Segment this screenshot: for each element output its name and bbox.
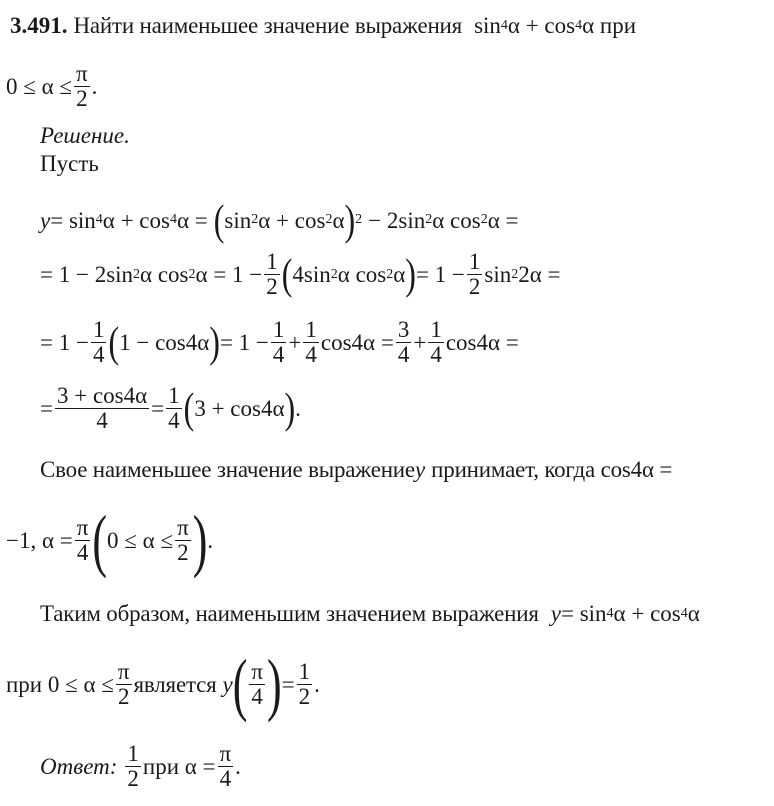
t2-pi-half-fraction — [175, 516, 191, 565]
answer-half-fraction — [125, 742, 141, 791]
let-word: Пусть — [40, 151, 99, 176]
t4-end: . — [314, 672, 320, 698]
m4-b: = — [151, 396, 165, 422]
m3-in: 1 − cos4α — [119, 330, 210, 356]
text-line-1 — [40, 458, 672, 481]
t2-end: . — [207, 528, 214, 554]
text-line-4 — [6, 645, 320, 724]
m3-quarter-fraction-3 — [303, 318, 319, 367]
m1-part2: α + cos — [102, 207, 170, 233]
m2-in2: α cos — [337, 262, 387, 288]
m2-left-paren: ( — [281, 249, 293, 299]
answer-pi-quarter-fraction — [218, 742, 234, 791]
m3-f5-num: 1 — [430, 317, 442, 342]
t4-left-paren: ( — [232, 645, 248, 724]
t3-y: y — [550, 601, 561, 626]
m1-tail2: α cos — [432, 207, 481, 233]
m1-in1: sin — [224, 207, 252, 233]
m3-quarter-fraction-2 — [271, 318, 287, 367]
m4-left-paren: ( — [183, 383, 195, 433]
expr-mid: α + cos — [507, 13, 576, 38]
m4-in: 3 + cos4α — [194, 396, 285, 422]
m1-left-paren: ( — [213, 195, 225, 245]
answer-mid: при α = — [142, 754, 216, 780]
t4-right-paren: ) — [266, 645, 282, 724]
ans-f1-num: 1 — [127, 741, 139, 766]
m1-in2: α + cos — [258, 207, 326, 233]
m2-b: α cos — [140, 262, 189, 288]
m3-f4-den: 4 — [397, 342, 410, 368]
t4-b: является — [133, 672, 217, 698]
t2-pi-quarter-fraction — [75, 516, 91, 565]
t4-a: при 0 ≤ α ≤ — [6, 672, 114, 698]
m2-frac2-den: 2 — [468, 274, 481, 300]
math-line-2: = 1 − 2sin 2 α cos 2 α = 1 − $\frac{1}{2}$ ( 4sin 2 α cos 2 α ) = 1 − $\frac{1}{2}$ sin 2 2α = — [40, 249, 561, 300]
m3-f: cos4α = — [445, 330, 519, 356]
m3-e: + — [413, 330, 427, 356]
m3-f3-num: 1 — [305, 317, 317, 342]
fraction-numerator: π — [76, 61, 88, 86]
t2-f1-den: 4 — [76, 540, 89, 566]
m3-f1-num: 1 — [92, 317, 105, 342]
text-line-3: Таким образом, наименьшим значением выражения y = sin 4 α + cos 4 α — [40, 601, 700, 626]
math-line-4 — [40, 384, 301, 433]
m2-right-paren: ) — [405, 249, 416, 299]
t4-f3-num: 1 — [298, 659, 311, 684]
m3-f3-den: 4 — [305, 342, 317, 368]
t3-d: α — [687, 601, 700, 626]
m3-f5-den: 4 — [430, 342, 442, 368]
m3-f2-den: 4 — [272, 342, 285, 368]
m2-frac-den: 2 — [266, 274, 278, 300]
m1-part1: = sin — [50, 207, 96, 233]
t1-text: Свое наименьшее значение выражение — [40, 457, 415, 482]
expr-end: α при — [582, 13, 637, 38]
var-y: y — [40, 207, 51, 233]
answer-label: Ответ: — [40, 754, 118, 780]
t2-f2-den: 2 — [177, 540, 189, 566]
m4-f1-num: 3 + cos4α — [56, 383, 148, 408]
t4-pi-half-fraction — [116, 660, 132, 709]
m4-a: = — [40, 396, 53, 422]
t3-text: Таким образом, наименьшим значением выражения — [40, 601, 539, 626]
text-line-2 — [6, 501, 214, 580]
m4-main-fraction — [55, 384, 149, 433]
m2-e: sin — [484, 262, 512, 288]
m3-c: + — [288, 330, 302, 356]
condition-period: . — [91, 74, 98, 100]
t4-f2-den: 4 — [251, 684, 263, 710]
math-line-3 — [40, 318, 519, 367]
m3-d: cos4α = — [320, 330, 394, 356]
condition-line — [6, 62, 97, 111]
m3-left-paren: ( — [108, 317, 120, 367]
m2-in1: 4sin — [292, 262, 331, 288]
t1-y: y — [414, 457, 426, 482]
m3-b: = 1 − — [219, 330, 269, 356]
m3-f1-den: 4 — [92, 342, 105, 368]
m3-right-paren: ) — [209, 317, 220, 367]
m4-end: . — [295, 396, 301, 422]
ans-f1-den: 2 — [127, 766, 139, 792]
t4-f1-den: 2 — [117, 684, 130, 710]
condition-lead: 0 ≤ α ≤ — [6, 74, 73, 100]
t4-f2-num: π — [251, 659, 263, 684]
t2-f1-num: π — [76, 515, 89, 540]
t4-eq: = — [281, 672, 295, 698]
m2-frac2-num: 1 — [468, 249, 481, 274]
t4-half-fraction — [297, 660, 313, 709]
t2-right-paren: ) — [192, 501, 208, 580]
t4-f3-den: 2 — [298, 684, 311, 710]
m1-in3: α — [332, 207, 345, 233]
m3-f2-num: 1 — [272, 317, 285, 342]
m2-d: = 1 − — [415, 262, 465, 288]
m2-half-fraction — [264, 250, 280, 299]
m3-quarter-fraction — [91, 318, 107, 367]
t3-c: α + cos — [613, 601, 681, 626]
t1-text-b: принимает, когда cos4α = — [431, 457, 673, 482]
m2-f: 2α = — [518, 262, 561, 288]
math-line-1: y = sin 4 α + cos 4 α = ( sin 2 α + cos 2 α ) 2 − 2sin 2 α cos 2 α = — [40, 195, 519, 245]
m1-tail1: − 2sin — [368, 207, 426, 233]
m1-part3: α = — [176, 207, 208, 233]
t2-left-paren: ( — [92, 501, 108, 580]
m3-three-quarter-fraction — [396, 318, 412, 367]
m4-right-paren: ) — [284, 383, 296, 433]
m1-tail3: α = — [487, 207, 519, 233]
fraction-denominator: 2 — [76, 86, 88, 112]
m3-f4-num: 3 — [397, 317, 410, 342]
problem-number: 3.491. — [10, 13, 68, 38]
problem-statement: Найти наименьшее значение выражения — [73, 13, 463, 38]
t2-in: 0 ≤ α ≤ — [107, 528, 174, 554]
ans-f2-num: π — [219, 741, 232, 766]
m1-right-paren: ) — [344, 195, 356, 245]
m2-c: α = 1 − — [195, 262, 263, 288]
answer-end: . — [235, 754, 241, 780]
t4-pi-quarter-fraction — [249, 660, 265, 709]
t4-y: y — [222, 672, 233, 698]
m2-in3: α — [393, 262, 406, 288]
m3-a: = 1 − — [40, 330, 89, 356]
answer-line — [40, 742, 241, 791]
m4-f2-den: 4 — [168, 408, 180, 434]
m2-half-fraction-2 — [467, 250, 483, 299]
t4-f1-num: π — [117, 659, 130, 684]
ans-f2-den: 4 — [219, 766, 232, 792]
t3-b: = sin — [560, 601, 607, 626]
m2-frac-num: 1 — [266, 249, 278, 274]
pi-over-2-fraction — [74, 62, 90, 111]
problem-statement-line: 3.491. Найти наименьшее значение выражения sin 4 α + cos 4 α при — [10, 13, 637, 38]
m2-a: = 1 − 2sin — [40, 262, 134, 288]
m4-f1-den: 4 — [96, 408, 108, 434]
m4-quarter-fraction — [166, 384, 182, 433]
t2-f2-num: π — [177, 515, 189, 540]
solution-heading: Решение. — [40, 123, 130, 148]
t2-a: −1, α = — [6, 528, 73, 554]
expr-sin: sin — [474, 13, 501, 38]
m3-quarter-fraction-4 — [428, 318, 444, 367]
m4-f2-num: 1 — [168, 383, 180, 408]
